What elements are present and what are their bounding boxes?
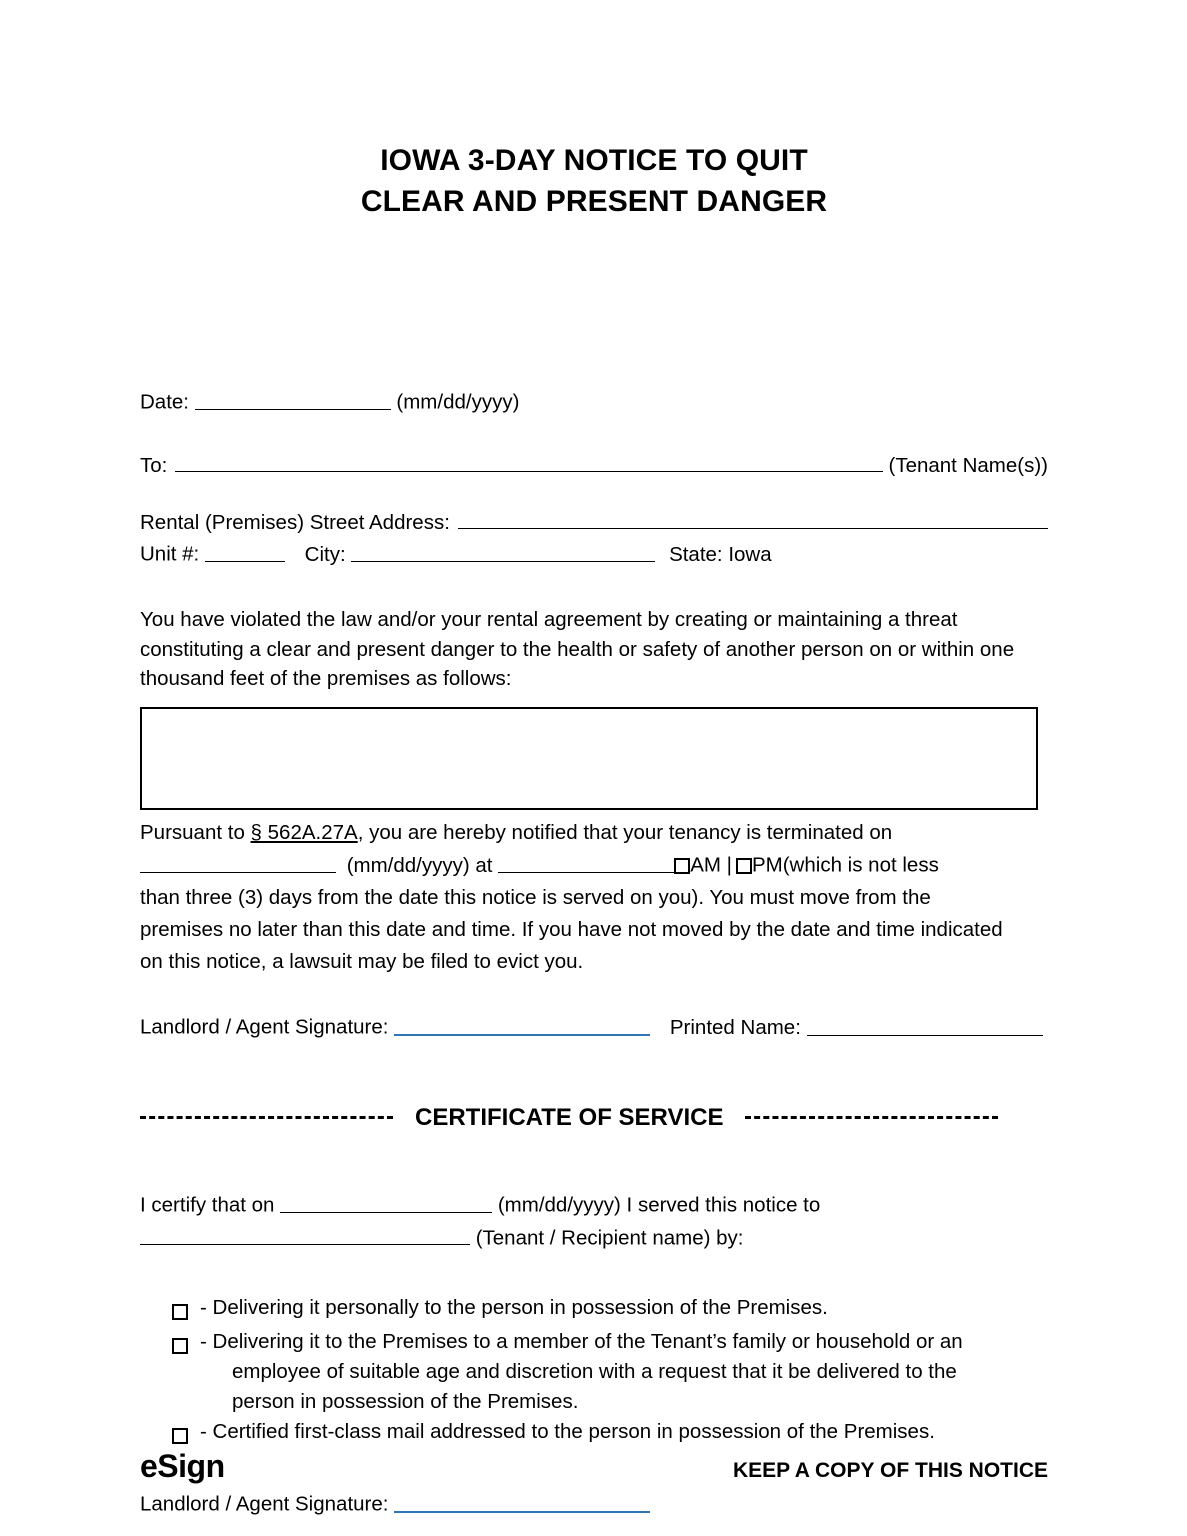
option-checkbox-wrap xyxy=(172,1293,200,1327)
option-text-wrap xyxy=(200,1327,1048,1417)
termination-tail-4: on this notice, a lawsuit may be filed to evict you. xyxy=(140,950,584,974)
date-label: Date: xyxy=(140,390,189,414)
am-label: AM xyxy=(690,853,721,877)
service-option-label: - Certified first-class mail addressed to the person in possession of the Premises. xyxy=(200,1420,935,1444)
signature-row xyxy=(140,1012,1048,1042)
spacer-after-title xyxy=(140,223,1048,387)
divider-dashes-right xyxy=(745,1116,998,1119)
certificate-signature-row xyxy=(140,1489,1048,1519)
certify-date-format: (mm/dd/yyyy) I served this notice to xyxy=(497,1193,821,1217)
termination-tail-2: than three (3) days from the date this notice is served on you). You must move from the xyxy=(140,885,931,909)
tenant-name-hint: (Tenant Name(s)) xyxy=(888,454,1048,478)
street-address-input[interactable] xyxy=(458,506,1048,529)
keep-copy-notice: KEEP A COPY OF THIS NOTICE xyxy=(732,1459,1048,1482)
spacer-date-to xyxy=(140,417,1048,450)
ampm-separator: | xyxy=(726,853,732,877)
pursuant-prefix: Pursuant to xyxy=(140,821,251,845)
violation-paragraph: You have violated the law and/or your rental agreement by creating or maintaining a threat constituting a clear and present danger to the health or safety of another person on or within one thousand feet of the premises as follows: xyxy=(140,607,1015,691)
service-option[interactable] xyxy=(172,1293,1048,1327)
certify-recipient-input[interactable] xyxy=(140,1223,470,1246)
certificate-heading: CERTIFICATE OF SERVICE xyxy=(415,1103,724,1131)
service-option-label: - Delivering it personally to the person in possession of the Premises. xyxy=(200,1295,828,1319)
pursuant-suffix: , you are hereby notified that your tenancy is terminated on xyxy=(357,821,893,845)
certificate-of-service-divider xyxy=(140,1104,1048,1132)
state-label: State: Iowa xyxy=(669,542,772,566)
unit-city-state-row xyxy=(140,539,1048,569)
city-input[interactable] xyxy=(351,539,655,562)
printed-name-input[interactable] xyxy=(807,1013,1043,1036)
certify-recipient-hint: (Tenant / Recipient name) by: xyxy=(475,1226,744,1250)
landlord-signature-label: Landlord / Agent Signature: xyxy=(140,1015,389,1039)
title-line-1: IOWA 3-DAY NOTICE TO QUIT xyxy=(380,144,808,177)
to-label: To: xyxy=(140,454,168,478)
service-option[interactable] xyxy=(172,1417,1048,1451)
termination-tail-3: premises no later than this date and time. If you have not moved by the date and time indicated xyxy=(140,918,1003,942)
title-line-2: CLEAR AND PRESENT DANGER xyxy=(360,185,828,219)
service-option-checkbox[interactable] xyxy=(172,1428,188,1444)
service-option[interactable] xyxy=(172,1327,1048,1417)
option-text-wrap xyxy=(200,1293,1048,1323)
option-checkbox-wrap xyxy=(172,1417,200,1451)
page-title xyxy=(140,0,1048,223)
termination-tail-1: (which is not less xyxy=(782,853,939,877)
service-method-options xyxy=(140,1293,1048,1452)
option-checkbox-wrap xyxy=(172,1327,200,1361)
certify-date-input[interactable] xyxy=(280,1190,492,1213)
tenant-name-input[interactable] xyxy=(175,450,882,473)
service-option-checkbox[interactable] xyxy=(172,1338,188,1354)
pursuant-row xyxy=(140,818,1048,847)
date-format-hint: (mm/dd/yyyy) xyxy=(396,390,520,414)
certificate-signature-input[interactable] xyxy=(394,1489,650,1513)
termination-date-format: (mm/dd/yyyy) at xyxy=(346,853,493,877)
city-label: City: xyxy=(304,542,346,566)
statute-link[interactable]: § 562A.27A xyxy=(250,821,358,845)
service-option-continuation: employee of suitable age and discretion with a request that it be delivered to the xyxy=(232,1359,957,1383)
certify-prefix: I certify that on xyxy=(140,1193,275,1217)
am-checkbox[interactable] xyxy=(674,858,690,874)
certify-row-1 xyxy=(140,1190,1048,1220)
street-address-row xyxy=(140,506,1048,535)
violation-description-input[interactable] xyxy=(140,707,1038,810)
certificate-signature-label: Landlord / Agent Signature: xyxy=(140,1492,389,1516)
street-address-label: Rental (Premises) Street Address: xyxy=(140,511,450,535)
certify-row-2 xyxy=(140,1223,1048,1253)
date-row xyxy=(140,387,1048,417)
termination-time-input[interactable] xyxy=(498,850,674,873)
termination-datetime-row xyxy=(140,850,1048,880)
spacer-before-violation xyxy=(140,569,1048,605)
divider-dashes-left xyxy=(140,1116,393,1119)
document-body xyxy=(140,0,1048,1519)
service-option-continuation: person in possession of the Premises. xyxy=(232,1389,579,1413)
landlord-signature-input[interactable] xyxy=(394,1012,650,1036)
date-input[interactable] xyxy=(195,387,391,410)
page-footer xyxy=(140,1448,1048,1485)
termination-date-input[interactable] xyxy=(140,850,336,873)
esign-logo: eSign xyxy=(140,1448,225,1484)
option-text-wrap xyxy=(200,1417,1048,1447)
pm-checkbox[interactable] xyxy=(736,858,752,874)
printed-name-label: Printed Name: xyxy=(669,1015,801,1039)
service-option-checkbox[interactable] xyxy=(172,1304,188,1320)
to-row xyxy=(140,450,1048,479)
unit-label: Unit #: xyxy=(140,542,200,566)
unit-input[interactable] xyxy=(205,539,285,562)
spacer-to-address xyxy=(140,478,1048,506)
pm-label: PM xyxy=(751,853,783,877)
service-option-label: - Delivering it to the Premises to a member of the Tenant’s family or household or an xyxy=(200,1329,963,1353)
